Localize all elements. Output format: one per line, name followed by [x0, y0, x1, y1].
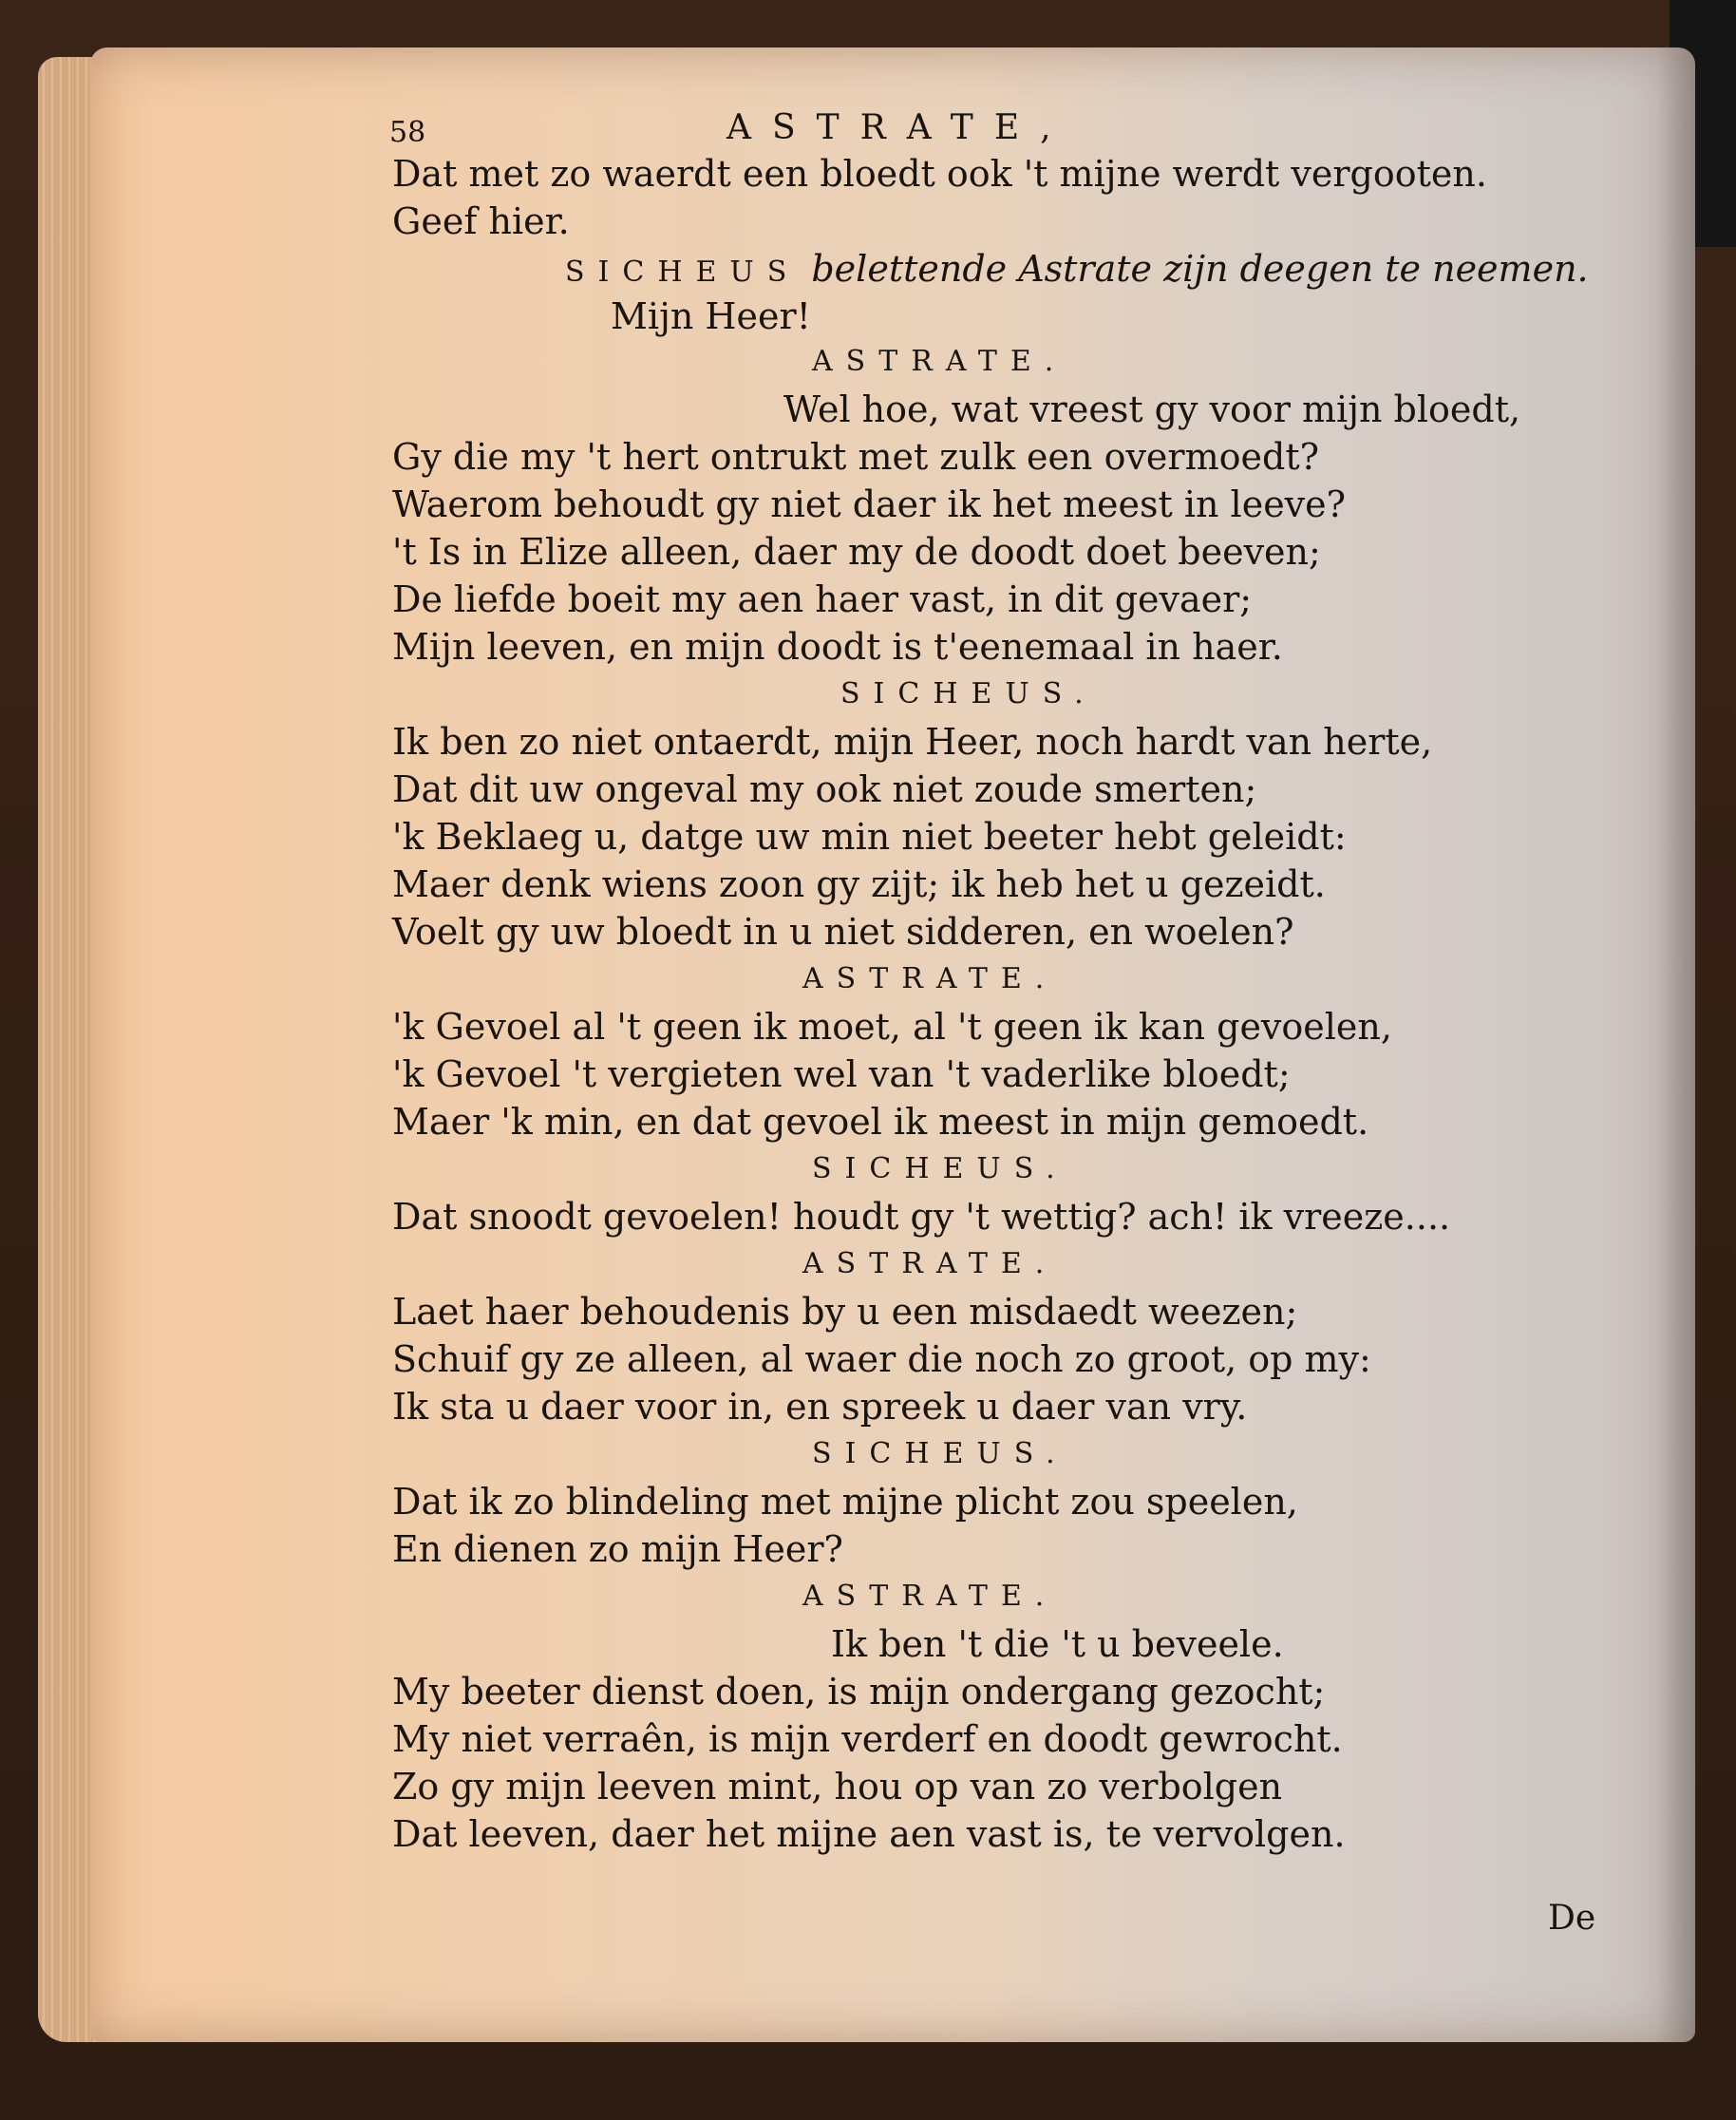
verse-line: Ik sta u daer voor in, en spreek u daer van vry. [392, 1386, 1248, 1428]
verse-line: Geef hier. [392, 200, 570, 242]
verse-line: Voelt gy uw bloedt in u niet sidderen, en woelen? [392, 911, 1294, 953]
speaker-name: ASTRATE. [812, 345, 1067, 378]
catchword: De [1548, 1899, 1596, 1938]
page-text [90, 47, 1695, 2042]
speaker-name: ASTRATE. [802, 1247, 1058, 1280]
verse-line: 'k Beklaeg u, datge uw min niet beeter hebt geleidt: [392, 816, 1347, 858]
verse-line: En dienen zo mijn Heer? [392, 1528, 843, 1570]
verse-line: Wel hoe, wat vreest gy voor mijn bloedt, [783, 388, 1521, 430]
verse-line: Waerom behoudt gy niet daer ik het meest in leeve? [392, 483, 1347, 525]
verse-line: Laet haer behoudenis by u een misdaedt weezen; [392, 1291, 1298, 1333]
speaker-name: ASTRATE. [802, 962, 1058, 995]
page-number: 58 [389, 116, 426, 149]
speaker-name: SICHEUS. [812, 1152, 1068, 1185]
verse-line: My niet verraên, is mijn verderf en doodt gewrocht. [392, 1718, 1343, 1760]
verse-line: Schuif gy ze alleen, al waer die noch zo groot, op my: [392, 1338, 1371, 1380]
verse-line: My beeter dienst doen, is mijn ondergang gezocht; [392, 1671, 1326, 1713]
verse-line: Mijn Heer! [611, 295, 811, 337]
verse-line: Dat snoodt gevoelen! houdt gy 't wettig? ach! ik vreeze.... [392, 1196, 1451, 1238]
verse-line: De liefde boeit my aen haer vast, in dit gevaer; [392, 578, 1253, 620]
verse-line: Maer 'k min, en dat gevoel ik meest in mijn gemoedt. [392, 1101, 1369, 1143]
verse-line: Maer denk wiens zoon gy zijt; ik heb het u gezeidt. [392, 863, 1326, 905]
verse-line: Dat leeven, daer het mijne aen vast is, te vervolgen. [392, 1813, 1346, 1855]
verse-line: 't Is in Elize alleen, daer my de doodt doet beeven; [392, 531, 1321, 573]
verse-line: Dat ik zo blindeling met mijne plicht zou speelen, [392, 1481, 1298, 1523]
stage-direction [565, 245, 1589, 296]
verse-line: 'k Gevoel al 't geen ik moet, al 't geen ik kan gevoelen, [392, 1006, 1392, 1048]
speaker-name: SICHEUS. [840, 677, 1097, 710]
running-head: ASTRATE, [726, 108, 1072, 147]
book-page [90, 47, 1695, 2042]
verse-line: Mijn leeven, en mijn doodt is t'eenemaal in haer. [392, 626, 1283, 668]
verse-line: Dat dit uw ongeval my ook niet zoude smerten; [392, 768, 1257, 810]
verse-line: 'k Gevoel 't vergieten wel van 't vaderlike bloedt; [392, 1053, 1291, 1095]
speaker-name: SICHEUS. [812, 1437, 1068, 1470]
stage-direction-text: belettende Astrate zijn deegen te neemen. [811, 248, 1589, 290]
speaker-name: ASTRATE. [802, 1580, 1058, 1613]
verse-line: Zo gy mijn leeven mint, hou op van zo verbolgen [392, 1766, 1283, 1808]
verse-line: Dat met zo waerdt een bloedt ook 't mijne werdt vergooten. [392, 153, 1487, 195]
verse-line: Ik ben zo niet ontaerdt, mijn Heer, noch hardt van herte, [392, 721, 1433, 763]
speaker-name: SICHEUS [565, 256, 801, 289]
verse-line: Gy die my 't hert ontrukt met zulk een overmoedt? [392, 436, 1319, 478]
verse-line: Ik ben 't die 't u beveele. [831, 1623, 1284, 1665]
